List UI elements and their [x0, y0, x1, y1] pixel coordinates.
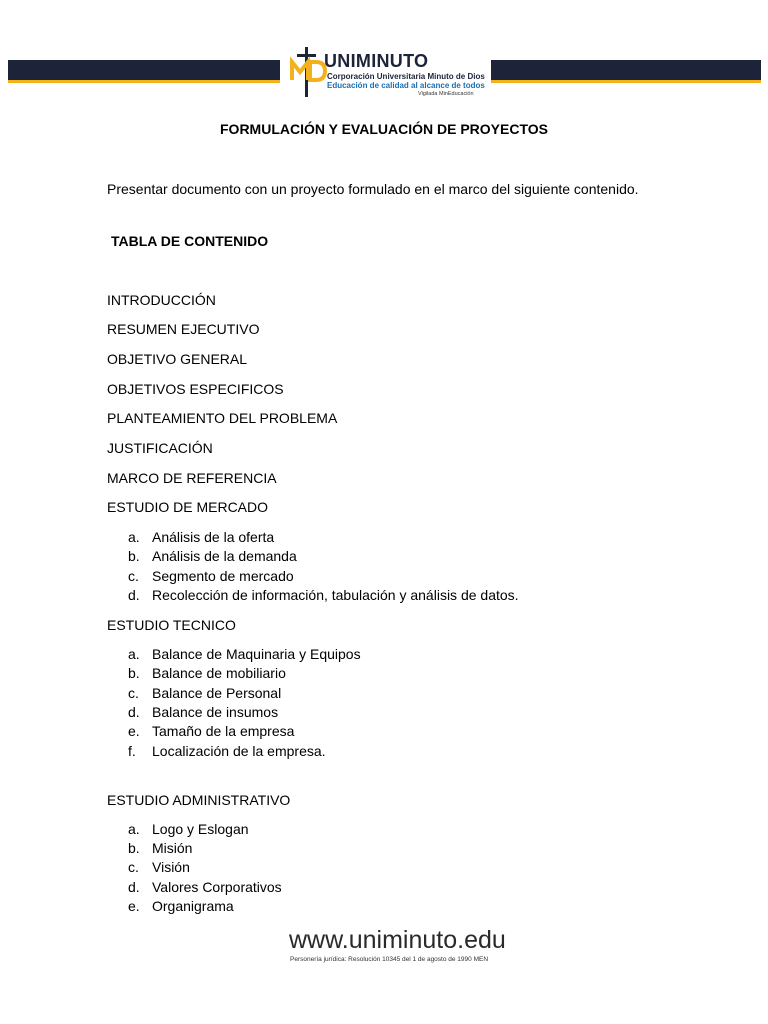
toc-heading-mercado: ESTUDIO DE MERCADO [107, 499, 269, 515]
intro-paragraph: Presentar documento con un proyecto formulado en el marco del siguiente contenido. [107, 181, 639, 197]
footer-url: www.uniminuto.edu [289, 926, 506, 954]
header-bar-right [491, 60, 761, 83]
toc-heading-resumen: RESUMEN EJECUTIVO [107, 321, 260, 337]
toc-heading-objetivos-especificos: OBJETIVOS ESPECIFICOS [107, 381, 284, 397]
toc-heading-introduccion: INTRODUCCIÓN [107, 292, 216, 308]
toc-heading-tecnico: ESTUDIO TECNICO [107, 617, 236, 633]
uniminuto-logo [288, 44, 488, 100]
toc-heading-justificacion: JUSTIFICACIÓN [107, 440, 213, 456]
toc-title: TABLA DE CONTENIDO [111, 233, 269, 249]
footer-legal: Personería jurídica: Resolución 10345 del 1 de agosto de 1990 MEN [290, 956, 489, 963]
toc-heading-marco: MARCO DE REFERENCIA [107, 470, 277, 486]
logo-name: UNIMINUTO [324, 51, 429, 71]
toc-heading-planteamiento: PLANTEAMIENTO DEL PROBLEMA [107, 410, 338, 426]
document-title: FORMULACIÓN Y EVALUACIÓN DE PROYECTOS [220, 121, 548, 137]
toc-heading-objetivo-general: OBJETIVO GENERAL [107, 351, 248, 367]
header-bar-left [8, 60, 280, 83]
logo-tagline: Educación de calidad al alcance de todos [327, 81, 485, 90]
toc-heading-administrativo: ESTUDIO ADMINISTRATIVO [107, 792, 291, 808]
logo-subtitle: Corporación Universitaria Minuto de Dios [327, 72, 485, 81]
logo-vigilada: Vigilada MinEducación [418, 91, 474, 97]
md-logo-icon [288, 44, 328, 100]
